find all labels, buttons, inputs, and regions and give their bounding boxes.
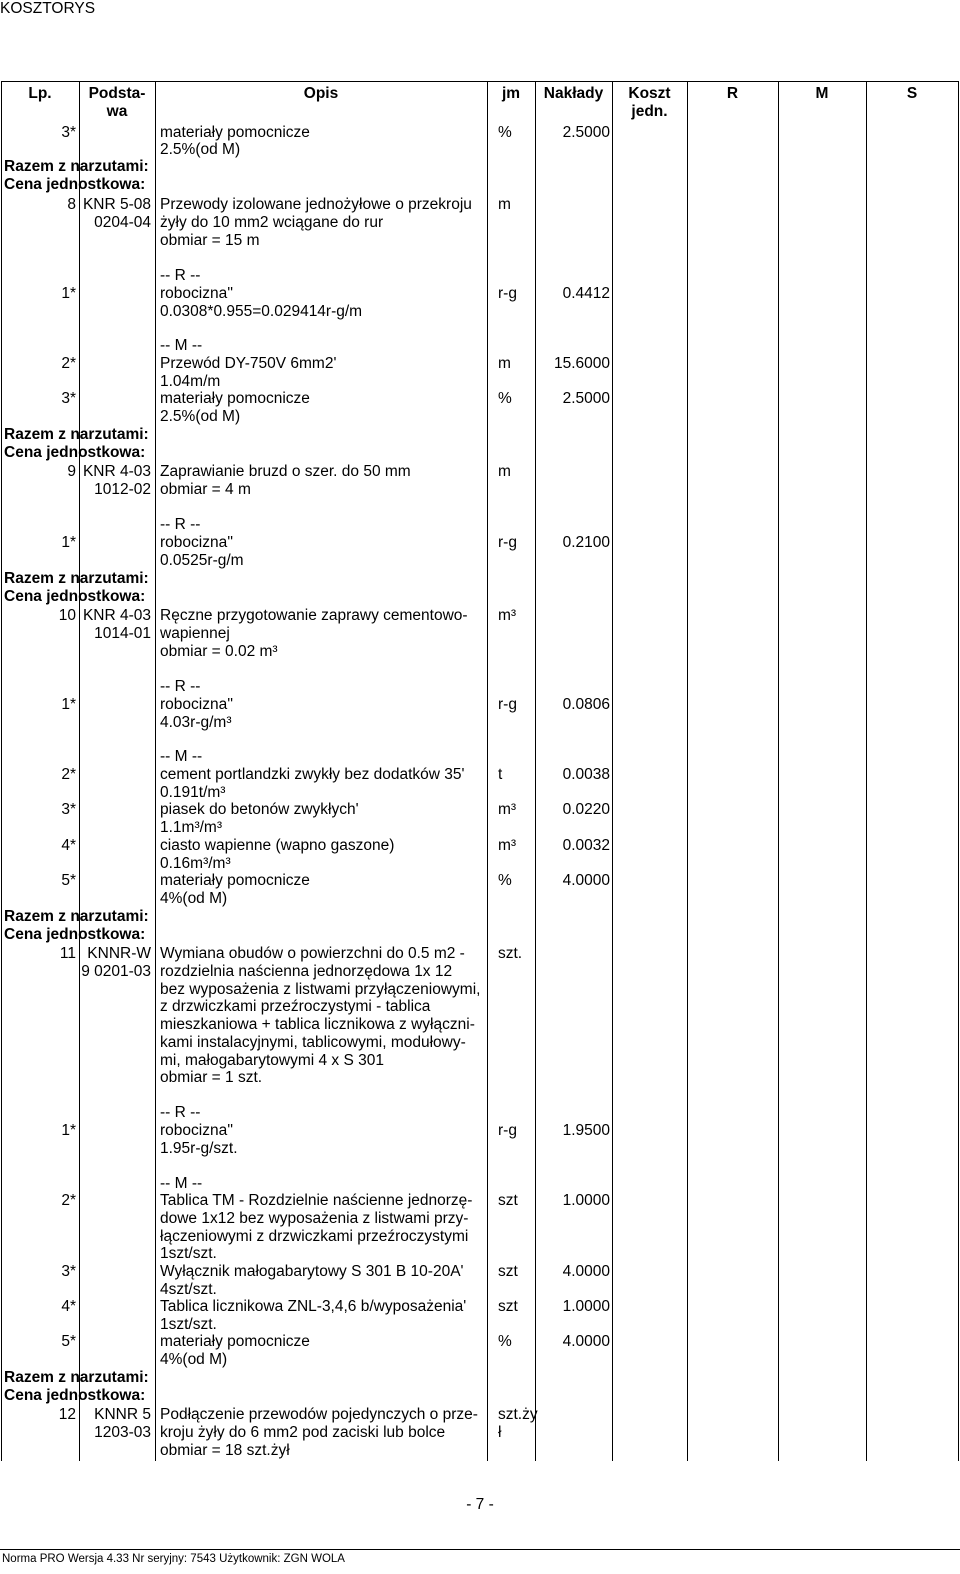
row-lp: 4* [61, 1298, 76, 1315]
row-podstawa: 1012-02 [94, 481, 151, 498]
row-jm: szt. [498, 945, 523, 962]
row-opis: 4.03r-g/m³ [160, 714, 232, 731]
razem-label: Razem z narzutami: [4, 1369, 149, 1386]
header-naklady: Nakłady [543, 85, 604, 102]
row-opis: materiały pomocnicze [160, 872, 310, 889]
cena-label: Cena jednostkowa: [4, 1387, 146, 1404]
row-opis: mieszkaniowa + tablica licznikowa z wyłączni- [160, 1016, 475, 1033]
row-lp: 4* [61, 837, 76, 854]
row-opis: Wyłącznik małogabarytowy S 301 B 10-20A' [160, 1263, 464, 1280]
row-jm: m [498, 463, 511, 480]
row-opis: obmiar = 15 m [160, 232, 260, 249]
row-opis: Zaprawianie bruzd o szer. do 50 mm [160, 463, 411, 480]
header-opis: Opis [303, 85, 339, 102]
row-opis: 0.191t/m³ [160, 784, 226, 801]
row-opis: kami instalacyjnymi, tablicowymi, modułowy- [160, 1034, 466, 1051]
row-lp: 1* [61, 696, 76, 713]
row-opis: -- R -- [160, 678, 201, 695]
cena-label: Cena jednostkowa: [4, 926, 146, 943]
row-lp: 1* [61, 534, 76, 551]
row-podstawa: KNR 5-08 [82, 196, 151, 213]
row-naklady: 1.0000 [562, 1192, 610, 1209]
row-jm: % [498, 1333, 512, 1350]
row-lp: 2* [61, 1192, 76, 1209]
row-opis: 0.16m³/m³ [160, 855, 231, 872]
row-lp: 3* [61, 1263, 76, 1280]
row-jm: m³ [498, 607, 517, 624]
row-naklady: 0.4412 [562, 285, 610, 302]
row-opis: piasek do betonów zwykłych' [160, 801, 359, 818]
row-opis: Ręczne przygotowanie zaprawy cementowo- [160, 607, 468, 624]
row-lp: 3* [61, 390, 76, 407]
row-lp: 10 [58, 607, 76, 624]
row-lp: 2* [61, 766, 76, 783]
header-m: M [815, 85, 829, 102]
cena-label: Cena jednostkowa: [4, 588, 146, 605]
row-lp: 8 [67, 196, 76, 213]
row-podstawa: KNR 4-03 [82, 463, 151, 480]
row-opis: bez wyposażenia z listwami przyłączeniowymi, [160, 981, 481, 998]
row-naklady: 2.5000 [562, 390, 610, 407]
row-opis: -- R -- [160, 267, 201, 284]
row-lp: 5* [61, 1333, 76, 1350]
row-opis: materiały pomocnicze [160, 390, 310, 407]
header-lp: Lp. [28, 85, 52, 102]
row-opis: materiały pomocnicze [160, 1333, 310, 1350]
row-naklady: 0.0806 [562, 696, 610, 713]
row-lp: 1* [61, 285, 76, 302]
row-opis: kroju żyły do 6 mm2 pod zaciski lub bolce [160, 1424, 446, 1441]
row-opis: obmiar = 18 szt.żył [160, 1442, 290, 1459]
row-podstawa: 0204-04 [94, 214, 151, 231]
row-lp: 9 [67, 463, 76, 480]
row-jm: m [498, 196, 511, 213]
row-podstawa: 9 0201-03 [81, 963, 151, 980]
razem-label: Razem z narzutami: [4, 570, 149, 587]
row-naklady: 0.2100 [562, 534, 610, 551]
row-jm: szt [498, 1192, 518, 1209]
row-opis: -- R -- [160, 1104, 201, 1121]
row-opis: Tablica TM - Rozdzielnie naścienne jednorzę- [160, 1192, 473, 1209]
row-opis: obmiar = 4 m [160, 481, 251, 498]
row-opis: Tablica licznikowa ZNL-3,4,6 b/wyposażenia' [160, 1298, 467, 1315]
row-podstawa: 1014-01 [94, 625, 151, 642]
row-opis: mi, małogabarytowymi 4 x S 301 [160, 1052, 384, 1069]
row-opis: robocizna'' [160, 696, 234, 713]
row-podstawa: KNR 4-03 [82, 607, 151, 624]
document-title: KOSZTORYS [0, 0, 96, 17]
header-koszt-2: jedn. [631, 103, 668, 120]
row-jm: r-g [498, 285, 517, 302]
row-lp: 5* [61, 872, 76, 889]
razem-label: Razem z narzutami: [4, 426, 149, 443]
row-naklady: 1.0000 [562, 1298, 610, 1315]
razem-label: Razem z narzutami: [4, 158, 149, 175]
row-opis: 4%(od M) [160, 890, 228, 907]
row-opis: Przewody izolowane jednożyłowe o przekroju [160, 196, 472, 213]
razem-label: Razem z narzutami: [4, 908, 149, 925]
row-naklady: 4.0000 [562, 872, 610, 889]
row-lp: 12 [58, 1406, 76, 1423]
row-opis: żyły do 10 mm2 wciągane do rur [160, 214, 384, 231]
row-opis: rozdzielnia naścienna jednorzędowa 1x 12 [160, 963, 453, 980]
header-podstawa-1: Podsta- [88, 85, 146, 102]
col-border-2 [155, 81, 156, 1461]
col-border-9 [958, 81, 959, 1461]
row-lp: 1* [61, 1122, 76, 1139]
row-naklady: 0.0032 [562, 837, 610, 854]
row-podstawa: KNNR-W [87, 945, 151, 962]
row-naklady: 4.0000 [562, 1333, 610, 1350]
cena-label: Cena jednostkowa: [4, 444, 146, 461]
cena-label: Cena jednostkowa: [4, 176, 146, 193]
row-opis: -- R -- [160, 516, 201, 533]
row-opis: robocizna'' [160, 1122, 234, 1139]
header-s: S [906, 85, 918, 102]
row-naklady: 4.0000 [562, 1263, 610, 1280]
col-border-1 [79, 81, 80, 1461]
row-opis: 4%(od M) [160, 1351, 228, 1368]
row-opis: 1.95r-g/szt. [160, 1140, 238, 1157]
row-opis: 1.1m³/m³ [160, 819, 222, 836]
row-naklady: 15.6000 [553, 355, 610, 372]
row-jm: szt [498, 1263, 518, 1280]
header-top-border [1, 81, 959, 82]
row-naklady: 0.0038 [562, 766, 610, 783]
row-opis: robocizna'' [160, 534, 234, 551]
row-opis: 0.0308*0.955=0.029414r-g/m [160, 303, 363, 320]
header-r: R [726, 85, 739, 102]
row-lp: 3* [61, 801, 76, 818]
row-opis: 1.04m/m [160, 373, 221, 390]
row-opis: dowe 1x12 bez wyposażenia z listwami przy- [160, 1210, 469, 1227]
col-border-7 [778, 81, 779, 1461]
row-opis: cement portlandzki zwykły bez dodatków 35' [160, 766, 465, 783]
row-opis: materiały pomocnicze [160, 124, 310, 141]
row-podstawa: 1203-03 [94, 1424, 151, 1441]
footer-rule [0, 1549, 960, 1550]
row-jm: r-g [498, 534, 517, 551]
col-border-6 [687, 81, 688, 1461]
row-opis: łączeniowymi z drzwiczkami przeźroczystymi [160, 1228, 469, 1245]
row-naklady: 1.9500 [562, 1122, 610, 1139]
row-jm: m [498, 355, 511, 372]
row-opis: 4szt/szt. [160, 1281, 217, 1298]
page-number: - 7 - [466, 1496, 494, 1513]
row-jm: ł [498, 1424, 502, 1441]
header-podstawa-2: wa [106, 103, 128, 120]
row-jm: r-g [498, 1122, 517, 1139]
col-border-5 [612, 81, 613, 1461]
row-opis: wapiennej [160, 625, 230, 642]
row-jm: m³ [498, 801, 517, 818]
header-jm: jm [501, 85, 521, 102]
footer-text: Norma PRO Wersja 4.33 Nr seryjny: 7543 Użytkownik: ZGN WOLA [2, 1553, 345, 1565]
row-lp: 2* [61, 355, 76, 372]
row-jm: szt [498, 1298, 518, 1315]
row-opis: -- M -- [160, 337, 203, 354]
header-koszt-1: Koszt [628, 85, 671, 102]
row-opis: 1szt/szt. [160, 1316, 217, 1333]
row-opis: z drzwiczkami przeźroczystymi - tablica [160, 998, 431, 1015]
row-opis: Wymiana obudów o powierzchni do 0.5 m2 - [160, 945, 465, 962]
row-naklady: 0.0220 [562, 801, 610, 818]
row-jm: % [498, 124, 512, 141]
row-opis: Przewód DY-750V 6mm2' [160, 355, 337, 372]
col-border-3 [487, 81, 488, 1461]
row-lp: 3* [61, 124, 76, 141]
row-jm: % [498, 390, 512, 407]
row-opis: ciasto wapienne (wapno gaszone) [160, 837, 395, 854]
row-opis: -- M -- [160, 1175, 203, 1192]
row-jm: % [498, 872, 512, 889]
row-naklady: 2.5000 [562, 124, 610, 141]
row-opis: Podłączenie przewodów pojedynczych o prze- [160, 1406, 478, 1423]
row-opis: obmiar = 0.02 m³ [160, 643, 278, 660]
row-opis: robocizna'' [160, 285, 234, 302]
row-opis: 2.5%(od M) [160, 141, 241, 158]
row-jm: szt.ży [498, 1406, 538, 1423]
row-opis: obmiar = 1 szt. [160, 1069, 263, 1086]
row-jm: r-g [498, 696, 517, 713]
row-opis: 1szt/szt. [160, 1245, 217, 1262]
row-opis: -- M -- [160, 748, 203, 765]
row-jm: t [498, 766, 503, 783]
row-opis: 2.5%(od M) [160, 408, 241, 425]
row-lp: 11 [59, 945, 76, 962]
row-podstawa: KNNR 5 [94, 1406, 151, 1423]
row-jm: m³ [498, 837, 517, 854]
col-border-8 [866, 81, 867, 1461]
row-opis: 0.0525r-g/m [160, 552, 244, 569]
